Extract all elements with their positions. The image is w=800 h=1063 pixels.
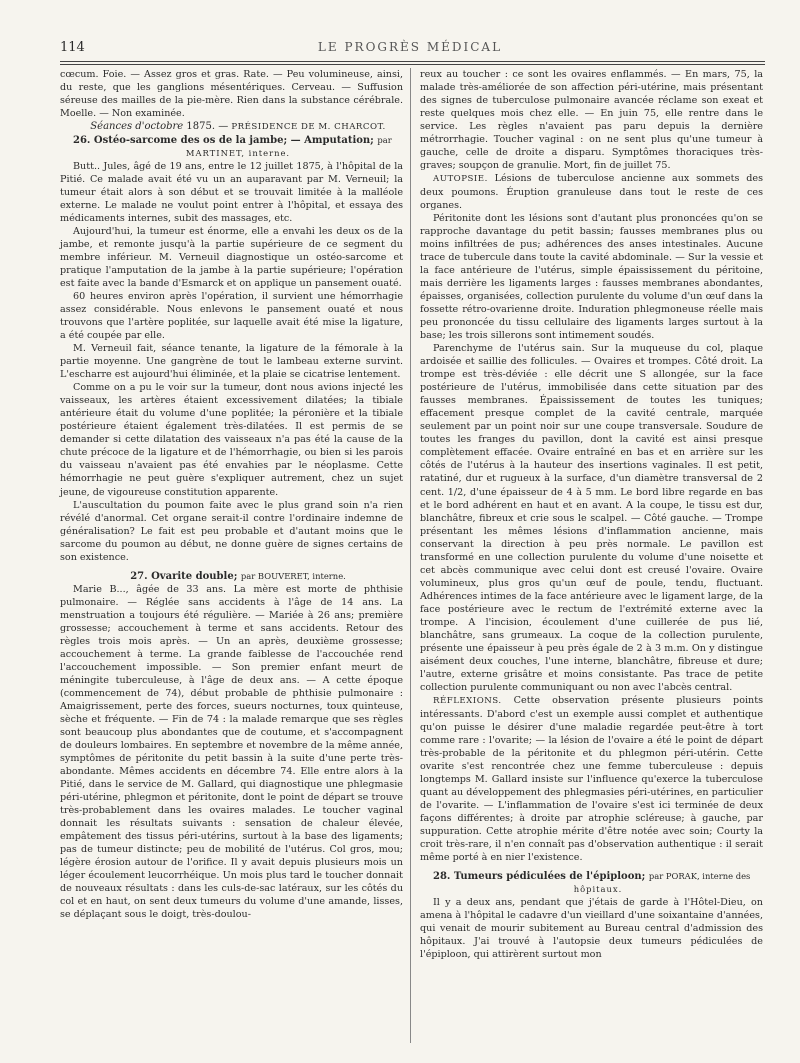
obs27-title: Ovarite double; xyxy=(147,570,241,582)
autopsie-text: Lésions de tuberculose ancienne aux sommets des deux poumons. Éruption granuleuse dans tout le reste de ces organes. xyxy=(420,173,763,212)
obs26-heading xyxy=(60,134,403,147)
obs26-paragraph-2: Aujourd'hui, la tumeur est énorme, elle a envahi les deux os de la jambe, et remonte jusqu'à la partie supérieure de ce segment du membre inférieur. M. Verneuil diagnostique un ostéo-sarcome et pratique l'amputation de la jambe à la partie supérieure; l'opération est faite avec la bande d'Esmarck et on applique un pansement ouaté. xyxy=(60,226,403,290)
header-rule-2 xyxy=(60,64,765,65)
obs28-heading xyxy=(420,870,763,883)
obs27-by: par xyxy=(240,570,258,581)
obs26-author: MARTINET, interne. xyxy=(185,148,291,159)
obs26-paragraph-1: Butt.. Jules, âgé de 19 ans, entre le 12 juillet 1875, à l'hôpital de la Pitié. Ce malade avait été vu un an auparavant par M. Verneuil; la tumeur était alors à son début et se trouvait limitée à la malléole externe. Le malade ne voulut point entrer à l'hôpital, et essaya des médicaments internes, subit des massages, etc. xyxy=(60,161,403,225)
obs27-author: BOUVERET, interne. xyxy=(257,570,346,581)
reflexions-label: RÉFLEXIONS. xyxy=(433,695,502,706)
reflexions-text: Cette observation présente plusieurs points intéressants. D'abord c'est un exemple aussi complet et authentique qu'on puisse le désirer d'une maladie regardée peut-être à tort comme rare : l'ovarite; — la lésion de l'ovaire a été le point de départ très-probable de la péritonite et du phlegmon péri-utérin. Cette ovarite s'est rencontrée chez une femme tuberculeuse : depuis longtemps M. Gallard insiste sur l'influence qu'exerce la tuberculose quant au développement des phlegmasies péri-utérines, en particulier de l'ovarite. — L'inflammation de l'ovaire s'est ici terminée de deux façons différentes; à droite par atrophie scléreuse; à gauche, par suppuration. Cette atrophie mérite d'être notée avec soin; Courty la croit très-rare, il n'en connaît pas d'observation authentique : il serait même porté à en nier l'existence. xyxy=(420,694,763,863)
obs27-heading xyxy=(60,570,403,583)
seance-date: Séances d'octobre xyxy=(90,121,184,133)
obs26-by: par xyxy=(377,135,392,146)
obs27-number: 27. xyxy=(130,570,148,582)
intro-paragraph: cœcum. Foie. — Assez gros et gras. Rate. — Peu volumineuse, ainsi, du reste, que les ganglions mésentériques. Cerveau. — Suffusion séreuse des mailles de la pie-mère. Rien dans la substance cérébrale. Moelle. — Non examinée. xyxy=(60,69,403,120)
page-number: 114 xyxy=(60,40,85,55)
seance-presidence: PRÉSIDENCE DE M. CHARCOT. xyxy=(231,122,386,133)
obs28-paragraph-1: Il y a deux ans, pendant que j'étais de garde à l'Hôtel-Dieu, on amena à l'hôpital le cadavre d'un vieillard d'une soixantaine d'années, qui venait de mourir subitement au Bureau central d'admission des hôpitaux. J'ai trouvé à l'autopsie deux tumeurs pédiculées de l'épiploon, qui attirèrent surtout mon xyxy=(420,896,763,961)
reflexions-paragraph xyxy=(420,694,763,864)
obs28-by: par PORAK, interne des xyxy=(648,870,751,881)
peritonite-paragraph: Péritonite dont les lésions sont d'autant plus prononcées qu'on se rapproche davantage du petit bassin; fausses membranes plus ou moins infiltrées de pus; adhérences des anses intestinales. Aucune trace de tubercule dans toute la cavité abdominale. — Sur la vessie et la face antérieure de l'utérus, simple épaississement du péritoine, mais derrière les ligaments larges : fausses membranes abondantes, épaisses, organisées, collection purulente du volume d'un œuf dans la fossette rétro-ovarienne droite. Induration phlegmoneuse réelle mais peu prononcée du tissu cellulaire des ligaments larges surtout à la base; les trois sillerons sont intimement soudés. xyxy=(420,213,763,342)
obs28-title: Tumeurs pédiculées de l'épiploon; xyxy=(450,870,649,882)
obs26-paragraph-3: 60 heures environ après l'opération, il survient une hémorrhagie assez considérable. Nous enlevons le pansement ouaté et nous trouvons que l'artère poplitée, sur laquelle avait été mise la ligature, a été coupée par elle. xyxy=(60,291,403,342)
obs26-title: Ostéo-sarcome des os de la jambe; — Amputation; xyxy=(90,135,378,147)
autopsie-label: AUTOPSIE. xyxy=(433,174,488,185)
right-column xyxy=(420,68,763,961)
obs28-author-cont: hôpitaux. xyxy=(573,883,623,894)
seance-year: 1875. — xyxy=(183,121,232,133)
obs26-number: 26. xyxy=(73,135,91,147)
obs26-paragraph-4: M. Verneuil fait, séance tenante, la ligature de la fémorale à la partie moyenne. Une gangrène de tout le lambeau externe survint. L'escharre est aujourd'hui éliminée, et la plaie se cicatrise lentement. xyxy=(60,343,403,381)
obs28-number: 28. xyxy=(433,870,451,882)
parenchyme-paragraph: Parenchyme de l'utérus sain. Sur la muqueuse du col, plaque ardoisée et saillie des follicules. — Ovaires et trompes. Côté droit. La trompe est très-déviée : elle décrit une S allongée, sur la face postérieure de l'utérus, immobilisée dans cette situation par des fausses membranes. Épaississement de toutes les tuniques; effacement presque complet de la cavité centrale, marquée seulement par un point noir sur une coupe transversale. Soudure de toutes les franges du pavillon, dont la cavité est ainsi presque complètement effacée. Ovaire entraîné en bas et en arrière sur les côtés de l'utérus à la hauteur des insertions vaginales. Il est petit, ratatiné, dur et rugueux à la surface, d'un diamètre transversal de 2 cent. 1/2, d'une épaisseur de 4 à 5 mm. Le bord libre regarde en bas et le bord adhérent en haut et en avant. A la coupe, le tissu est dur, blanchâtre, fibreux et crie sous le scalpel. — Côté gauche. — Trompe présentant les mêmes lésions d'inflammation ancienne, mais conservant la direction à peu près normale. Le pavillon est transformé en une collection purulente du volume d'une noisette et cet abcès communique avec celui dont est creusé l'ovaire. Ovaire volumineux, plus gros qu'un œuf de poule, tendu, fluctuant. Adhérences intimes de la face antérieure avec le ligament large, de la face postérieure avec le rectum de l'extrémité externe avec la trompe. A l'incision, écoulement d'une cuillerée de pus lié, blanchâtre, sans grumeaux. La coque de la collection purulente, présente une épaisseur à peu près égale de 2 à 3 m.m. On y distingue aisément deux couches, l'une interne, blanchâtre, fibreuse et dure; l'autre, externe grisâtre et moins consistante. Pas trace de petite collection purulente communiquant ou non avec l'abcès central. xyxy=(420,343,763,693)
column-divider xyxy=(410,68,411,1043)
header-rule xyxy=(60,61,765,62)
autopsie-paragraph xyxy=(420,172,763,212)
obs26-paragraph-5: Comme on a pu le voir sur la tumeur, dont nous avions injecté les vaisseaux, les artères étaient excessivement dilatées; la tibiale antérieure était du volume d'une poplitée; la péronière et la tibiale postérieure étaient également très-dilatées. Il est permis de se demander si cette dilatation des vaisseaux n'a pas été la cause de la chute précoce de la ligature et de l'hémorrhagie, ou bien si les parois du vaisseau n'avaient pas été envahies par le néoplasme. Cette hémorrhagie ne peut guère s'expliquer autrement, chez un sujet jeune, de vigoureuse constitution apparente. xyxy=(60,382,403,498)
left-column xyxy=(60,68,403,921)
obs27-paragraph-1: Marie B..., âgée de 33 ans. La mère est morte de phthisie pulmonaire. — Réglée sans accidents à l'âge de 14 ans. La menstruation a toujours été régulière. — Mariée à 26 ans; première grossesse; accouchement à terme et sans accidents. Retour des règles trois mois après. — Un an après, deuxième grossesse; accouchement à terme. La grande faiblesse de l'accouchée rend l'accouchement impossible. — Son premier enfant meurt de méningite tuberculeuse, à l'âge de deux ans. — A cette époque (commencement de 74), début probable de phthisie pulmonaire : Amaigrissement, perte des forces, sueurs nocturnes, toux quinteuse, sèche et fréquente. — Fin de 74 : la malade remarque que ses règles sont beaucoup plus abondantes que de coutume, et s'accompagnent de douleurs lombaires. En septembre et novembre de la même année, symptômes de péritonite du petit bassin à la suite d'une perte très-abondante. Mêmes accidents en décembre 74. Elle entre alors à la Pitié, dans le service de M. Gallard, qui diagnostique une phlegmasie péri-utérine, phlegmon et péritonite, dont le point de départ se trouve très-probablement dans les ovaires malades. Le toucher vaginal donnait les résultats suivants : sensation de chaleur élevée, empâtement des tissus péri-utérins, surtout à la base des ligaments; pas de tumeur distincte; peu de mobilité de l'utérus. Col gros, mou; légère érosion autour de l'orifice. Il y avait depuis plusieurs mois un léger écoulement leucorrhéique. Un mois plus tard le toucher donnait de nouveaux résultats : dans les culs-de-sac latéraux, sur les côtés du col et en haut, on sent deux tumeurs du volume d'une amande, lisses, se déplaçant sous le doigt, très-doulou- xyxy=(60,583,403,920)
running-title: LE PROGRÈS MÉDICAL xyxy=(317,40,503,54)
obs27-continuation: reux au toucher : ce sont les ovaires enflammés. — En mars, 75, la malade très-améliorée de son affection péri-utérine, mais présentant des signes de tuberculose pulmonaire avancée réclame son exeat et reste quelques mois chez elle. — En juin 75, elle rentre dans le service. Les règles n'avaient pas paru depuis la dernière métrorrhagie. Toucher vaginal : on ne sent plus qu'une tumeur à gauche, celle de droite a disparu. Symptômes thoraciques très-graves; soupçon de granulie. Mort, fin de juillet 75. xyxy=(420,69,763,172)
seance-heading xyxy=(60,120,403,134)
page-header xyxy=(60,40,760,60)
obs26-paragraph-6: L'auscultation du poumon faite avec le plus grand soin n'a rien révélé d'anormal. Cet organe serait-il contre l'ordinaire indemne de généralisation? Le fait est peu probable et d'autant moins que le sarcome du poumon au début, ne donne guère de signes certains de son existence. xyxy=(60,499,403,563)
